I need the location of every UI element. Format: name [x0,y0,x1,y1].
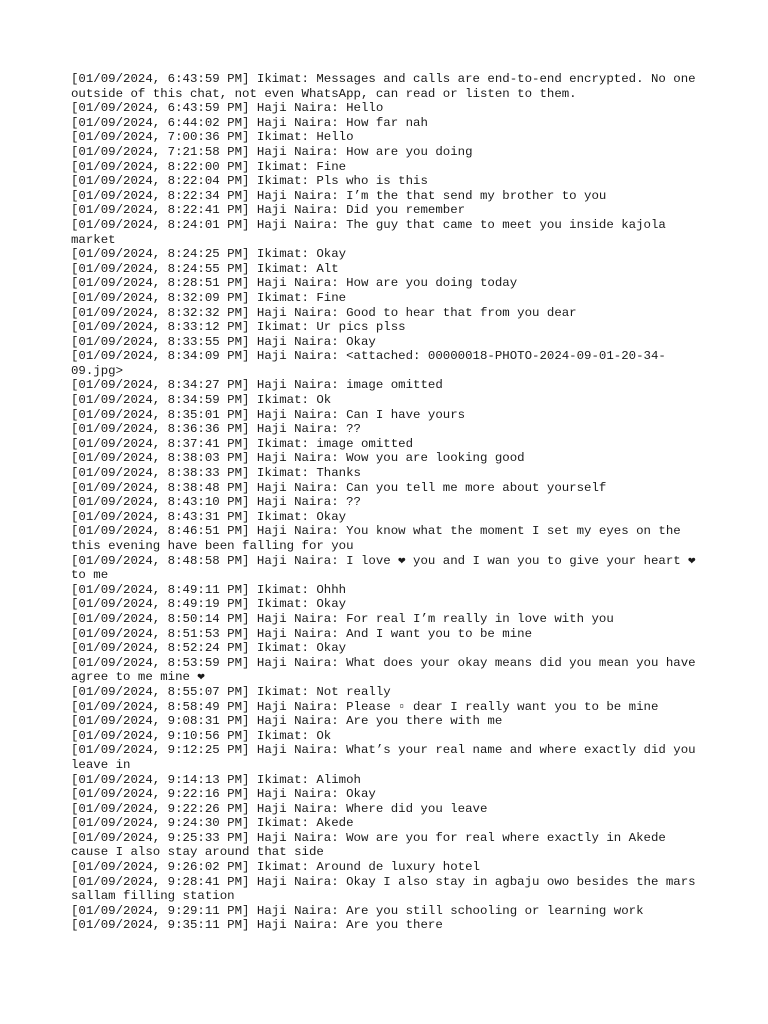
chat-line: [01/09/2024, 9:28:41 PM] Haji Naira: Okay I also stay in agbaju owo besides the mars sallam filling station [71,874,704,904]
chat-line: [01/09/2024, 8:43:31 PM] Ikimat: Okay [71,509,347,524]
chat-line: [01/09/2024, 8:50:14 PM] Haji Naira: For real I’m really in love with you [71,611,614,626]
chat-line: [01/09/2024, 8:58:49 PM] Haji Naira: Please ▫ dear I really want you to be mine [71,699,659,714]
chat-line: [01/09/2024, 8:38:33 PM] Ikimat: Thanks [71,466,361,481]
chat-line: [01/09/2024, 8:52:24 PM] Ikimat: Okay [71,641,347,656]
chat-line: [01/09/2024, 8:51:53 PM] Haji Naira: And I want you to be mine [71,626,533,641]
chat-line: [01/09/2024, 8:38:48 PM] Haji Naira: Can you tell me more about yourself [71,480,607,495]
chat-line: [01/09/2024, 8:43:10 PM] Haji Naira: ?? [71,495,361,510]
chat-line: [01/09/2024, 8:53:59 PM] Haji Naira: What does your okay means did you mean you have agree to me mine ❤ [71,655,704,685]
chat-line: [01/09/2024, 8:38:03 PM] Haji Naira: Wow you are looking good [71,451,525,466]
chat-line: [01/09/2024, 6:44:02 PM] Haji Naira: How far nah [71,115,428,130]
chat-line: [01/09/2024, 9:14:13 PM] Ikimat: Alimoh [71,772,361,787]
chat-line: [01/09/2024, 8:48:58 PM] Haji Naira: I love ❤ you and I wan you to give your heart ❤ to me [71,553,704,583]
chat-line: [01/09/2024, 7:21:58 PM] Haji Naira: How are you doing [71,144,473,159]
chat-line: [01/09/2024, 7:00:36 PM] Ikimat: Hello [71,130,354,145]
chat-line: [01/09/2024, 8:37:41 PM] Ikimat: image omitted [71,436,414,451]
chat-line: [01/09/2024, 8:22:00 PM] Ikimat: Fine [71,159,347,174]
chat-line: [01/09/2024, 6:43:59 PM] Ikimat: Messages and calls are end-to-end encrypted. No one outside of this chat, not even WhatsApp, can read or listen to them. [71,72,704,101]
chat-line: [01/09/2024, 8:33:55 PM] Haji Naira: Okay [71,334,376,349]
chat-line: [01/09/2024, 9:25:33 PM] Haji Naira: Wow are you for real where exactly in Akede cause I also stay around that side [71,830,674,860]
chat-line: [01/09/2024, 8:33:12 PM] Ikimat: Ur pics plss [71,320,406,335]
chat-transcript [71,72,704,933]
chat-line: [01/09/2024, 9:10:56 PM] Ikimat: Ok [71,728,332,743]
chat-line: [01/09/2024, 8:24:55 PM] Ikimat: Alt [71,261,339,276]
chat-line: [01/09/2024, 9:12:25 PM] Haji Naira: What’s your real name and where exactly did you leave in [71,743,704,772]
chat-line: [01/09/2024, 9:35:11 PM] Haji Naira: Are you there [71,918,443,933]
chat-line: [01/09/2024, 8:35:01 PM] Haji Naira: Can I have yours [71,407,466,422]
chat-line: [01/09/2024, 9:24:30 PM] Ikimat: Akede [71,816,354,831]
chat-line: [01/09/2024, 8:55:07 PM] Ikimat: Not really [71,684,391,699]
chat-line: [01/09/2024, 8:24:25 PM] Ikimat: Okay [71,247,347,262]
chat-line: [01/09/2024, 8:24:01 PM] Haji Naira: The guy that came to meet you inside kajola market [71,217,674,247]
chat-line: [01/09/2024, 8:34:09 PM] Haji Naira: <attached: 00000018-PHOTO-2024-09-01-20-34-09.jpg> [71,349,666,378]
chat-line: [01/09/2024, 8:28:51 PM] Haji Naira: How are you doing today [71,276,518,291]
chat-line: [01/09/2024, 8:32:32 PM] Haji Naira: Good to hear that from you dear [71,305,577,320]
chat-line: [01/09/2024, 9:26:02 PM] Ikimat: Around de luxury hotel [71,860,480,875]
chat-line: [01/09/2024, 9:22:26 PM] Haji Naira: Where did you leave [71,801,488,816]
chat-line: [01/09/2024, 8:49:11 PM] Ikimat: Ohhh [71,582,347,597]
chat-line: [01/09/2024, 8:32:09 PM] Ikimat: Fine [71,290,347,305]
chat-line: [01/09/2024, 8:22:34 PM] Haji Naira: I’m the that send my brother to you [71,188,607,203]
chat-line: [01/09/2024, 9:29:11 PM] Haji Naira: Are you still schooling or learning work [71,903,644,918]
chat-line: [01/09/2024, 6:43:59 PM] Haji Naira: Hello [71,101,384,116]
chat-line: [01/09/2024, 9:22:16 PM] Haji Naira: Okay [71,787,376,802]
chat-line: [01/09/2024, 9:08:31 PM] Haji Naira: Are you there with me [71,714,503,729]
chat-line: [01/09/2024, 8:49:19 PM] Ikimat: Okay [71,597,347,612]
chat-line: [01/09/2024, 8:36:36 PM] Haji Naira: ?? [71,422,361,437]
chat-line: [01/09/2024, 8:22:04 PM] Ikimat: Pls who is this [71,174,428,189]
chat-line: [01/09/2024, 8:22:41 PM] Haji Naira: Did you remember [71,203,466,218]
chat-line: [01/09/2024, 8:46:51 PM] Haji Naira: You know what the moment I set my eyes on the this evening have been falling for you [71,524,689,553]
chat-line: [01/09/2024, 8:34:59 PM] Ikimat: Ok [71,393,332,408]
chat-line: [01/09/2024, 8:34:27 PM] Haji Naira: image omitted [71,378,443,393]
